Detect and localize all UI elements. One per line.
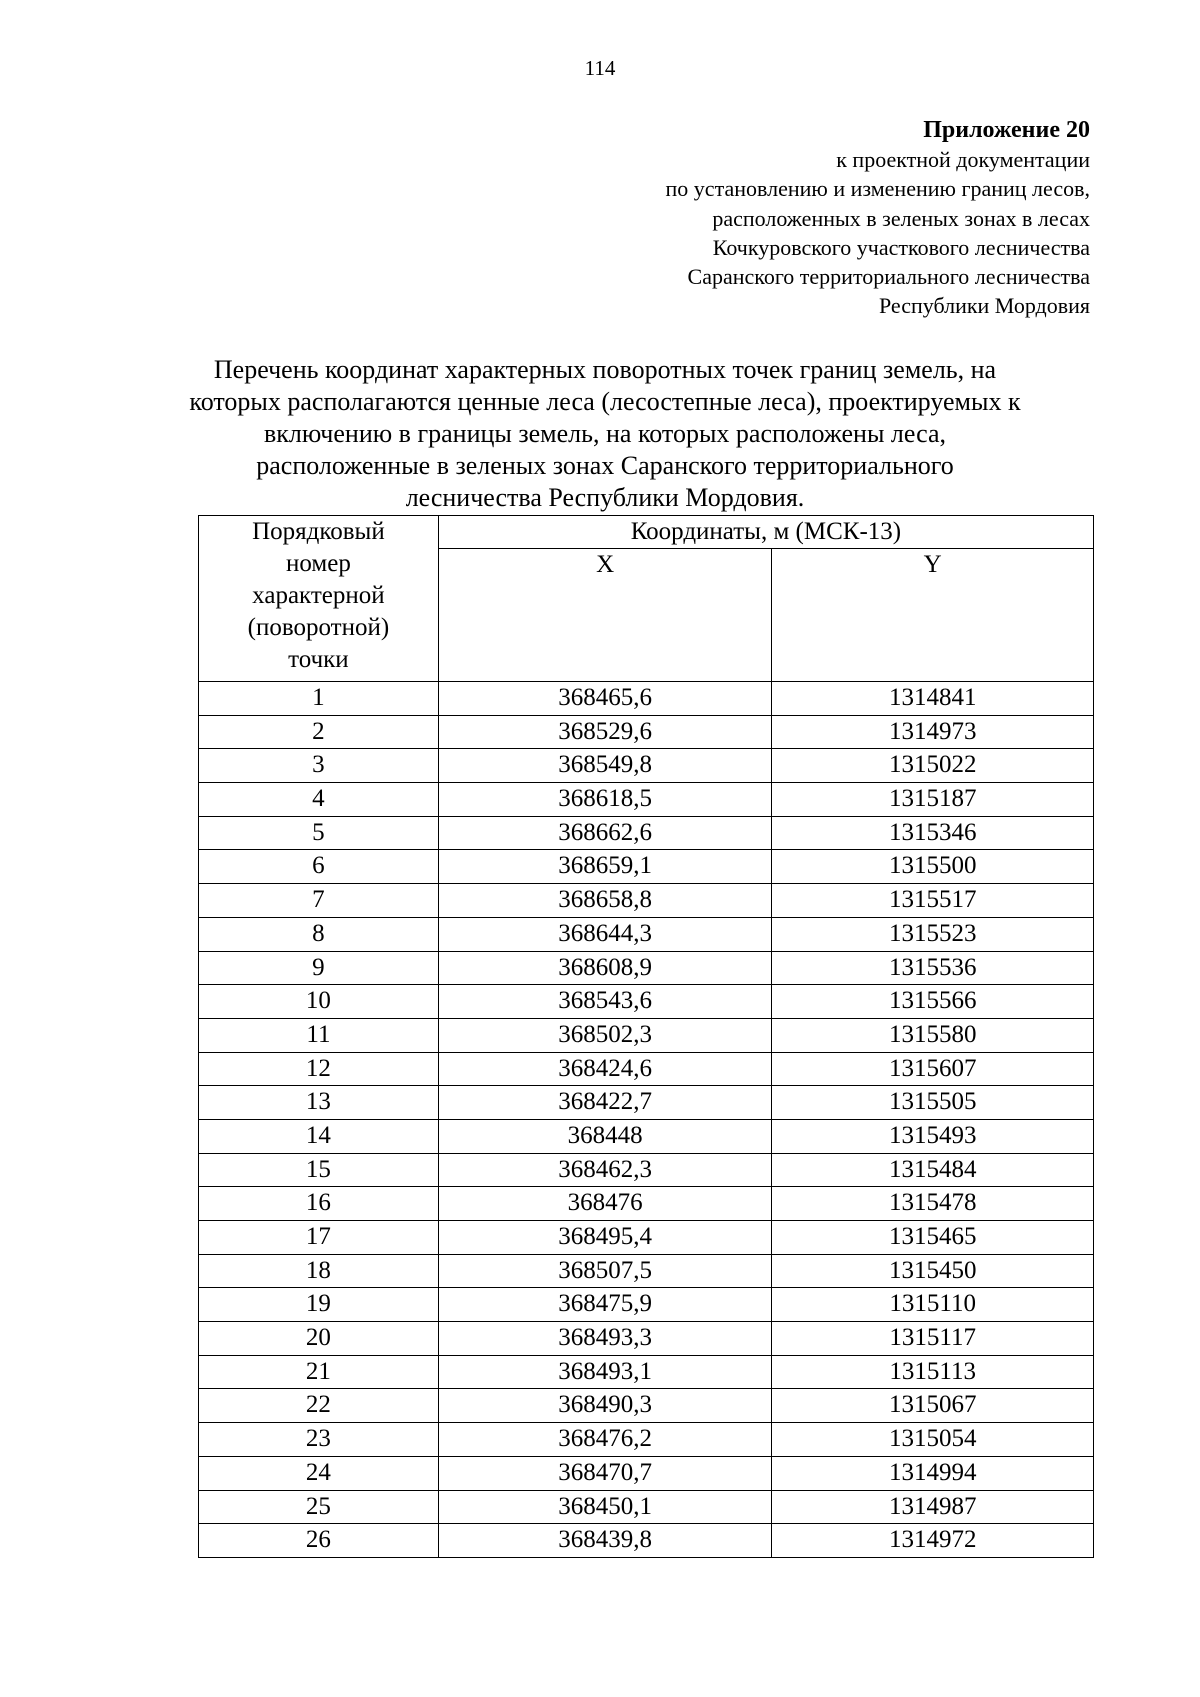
cell-x: 368495,4	[438, 1221, 772, 1255]
cell-point-number: 22	[199, 1389, 439, 1423]
cell-x: 368493,1	[438, 1355, 772, 1389]
appendix-line: Саранского территориального лесничества	[687, 264, 1090, 290]
cell-x: 368493,3	[438, 1322, 772, 1356]
table-row	[199, 1490, 1094, 1524]
cell-y: 1314973	[772, 715, 1094, 749]
table-row	[199, 850, 1094, 884]
appendix-line: по установлению и изменению границ лесов,	[665, 176, 1090, 202]
cell-point-number: 25	[199, 1490, 439, 1524]
cell-y: 1315536	[772, 951, 1094, 985]
cell-point-number: 5	[199, 816, 439, 850]
header-number-line: Порядковый	[252, 518, 385, 545]
cell-y: 1315500	[772, 850, 1094, 884]
table-row	[199, 1322, 1094, 1356]
cell-y: 1315465	[772, 1221, 1094, 1255]
cell-point-number: 7	[199, 884, 439, 918]
cell-x: 368658,8	[438, 884, 772, 918]
cell-y: 1315505	[772, 1086, 1094, 1120]
table-row	[199, 884, 1094, 918]
cell-x: 368529,6	[438, 715, 772, 749]
header-number-line: характерной	[252, 582, 385, 609]
title-line: Перечень координат характерных поворотных точек границ земель, на	[213, 355, 997, 384]
cell-x: 368644,3	[438, 917, 772, 951]
cell-x: 368549,8	[438, 749, 772, 783]
document-title	[150, 354, 1060, 514]
cell-y: 1315022	[772, 749, 1094, 783]
cell-x: 368462,3	[438, 1153, 772, 1187]
header-number-line: точки	[288, 646, 349, 673]
table-row	[199, 1119, 1094, 1153]
cell-point-number: 21	[199, 1355, 439, 1389]
cell-point-number: 4	[199, 783, 439, 817]
table-row	[199, 1086, 1094, 1120]
cell-point-number: 15	[199, 1153, 439, 1187]
cell-point-number: 14	[199, 1119, 439, 1153]
cell-y: 1315580	[772, 1018, 1094, 1052]
cell-x: 368543,6	[438, 985, 772, 1019]
cell-x: 368422,7	[438, 1086, 772, 1120]
cell-y: 1315187	[772, 783, 1094, 817]
cell-point-number: 3	[199, 749, 439, 783]
cell-x: 368448	[438, 1119, 772, 1153]
cell-x: 368470,7	[438, 1456, 772, 1490]
cell-y: 1315117	[772, 1322, 1094, 1356]
table-row	[199, 985, 1094, 1019]
cell-y: 1315493	[772, 1119, 1094, 1153]
cell-point-number: 19	[199, 1288, 439, 1322]
cell-x: 368608,9	[438, 951, 772, 985]
title-line: включению в границы земель, на которых расположены леса,	[263, 419, 946, 448]
title-line: которых располагаются ценные леса (лесостепные леса), проектируемых к	[189, 387, 1021, 416]
cell-x: 368465,6	[438, 682, 772, 716]
table-row	[199, 1052, 1094, 1086]
table-row	[199, 816, 1094, 850]
cell-x: 368618,5	[438, 783, 772, 817]
table-row	[199, 783, 1094, 817]
cell-x: 368662,6	[438, 816, 772, 850]
table-row	[199, 1018, 1094, 1052]
cell-point-number: 1	[199, 682, 439, 716]
table-row	[199, 1524, 1094, 1558]
table-row	[199, 1456, 1094, 1490]
table-row	[199, 1288, 1094, 1322]
cell-point-number: 13	[199, 1086, 439, 1120]
cell-x: 368659,1	[438, 850, 772, 884]
appendix-line: расположенных в зеленых зонах в лесах	[712, 205, 1090, 231]
table-row	[199, 1389, 1094, 1423]
cell-y: 1314841	[772, 682, 1094, 716]
table-row	[199, 1221, 1094, 1255]
cell-point-number: 9	[199, 951, 439, 985]
table-row	[199, 1423, 1094, 1457]
cell-point-number: 11	[199, 1018, 439, 1052]
cell-y: 1314987	[772, 1490, 1094, 1524]
cell-point-number: 23	[199, 1423, 439, 1457]
cell-y: 1315067	[772, 1389, 1094, 1423]
cell-y: 1315450	[772, 1254, 1094, 1288]
table-row	[199, 917, 1094, 951]
cell-x: 368507,5	[438, 1254, 772, 1288]
header-point-number	[199, 516, 439, 682]
cell-x: 368490,3	[438, 1389, 772, 1423]
cell-x: 368424,6	[438, 1052, 772, 1086]
cell-point-number: 10	[199, 985, 439, 1019]
cell-y: 1315113	[772, 1355, 1094, 1389]
appendix-line: Республики Мордовия	[878, 293, 1090, 319]
title-line: лесничества Республики Мордовия.	[405, 483, 805, 512]
cell-point-number: 20	[199, 1322, 439, 1356]
cell-x: 368475,9	[438, 1288, 772, 1322]
table-row	[199, 1355, 1094, 1389]
cell-y: 1315346	[772, 816, 1094, 850]
appendix-line: к проектной документации	[836, 147, 1090, 173]
cell-x: 368439,8	[438, 1524, 772, 1558]
cell-point-number: 6	[199, 850, 439, 884]
cell-x: 368476,2	[438, 1423, 772, 1457]
cell-y: 1314972	[772, 1524, 1094, 1558]
table-row	[199, 1153, 1094, 1187]
appendix-header	[390, 116, 1090, 320]
table-row	[199, 749, 1094, 783]
cell-point-number: 18	[199, 1254, 439, 1288]
appendix-line: Кочкуровского участкового лесничества	[712, 234, 1090, 260]
cell-x: 368502,3	[438, 1018, 772, 1052]
cell-y: 1315478	[772, 1187, 1094, 1221]
table-row	[199, 1254, 1094, 1288]
table-row	[199, 1187, 1094, 1221]
page-number: 114	[584, 56, 616, 80]
cell-y: 1314994	[772, 1456, 1094, 1490]
cell-point-number: 26	[199, 1524, 439, 1558]
cell-point-number: 24	[199, 1456, 439, 1490]
cell-y: 1315054	[772, 1423, 1094, 1457]
table-row	[199, 951, 1094, 985]
cell-x: 368450,1	[438, 1490, 772, 1524]
title-line: расположенные в зеленых зонах Саранского территориального	[256, 451, 954, 480]
table-row	[199, 682, 1094, 716]
cell-y: 1315607	[772, 1052, 1094, 1086]
cell-x: 368476	[438, 1187, 772, 1221]
cell-point-number: 16	[199, 1187, 439, 1221]
cell-point-number: 17	[199, 1221, 439, 1255]
cell-y: 1315517	[772, 884, 1094, 918]
header-y: Y	[772, 549, 1094, 682]
cell-point-number: 8	[199, 917, 439, 951]
cell-y: 1315566	[772, 985, 1094, 1019]
cell-y: 1315484	[772, 1153, 1094, 1187]
cell-point-number: 2	[199, 715, 439, 749]
cell-y: 1315523	[772, 917, 1094, 951]
appendix-heading: Приложение 20	[923, 117, 1090, 143]
table-row	[199, 715, 1094, 749]
header-x: X	[438, 549, 772, 682]
cell-y: 1315110	[772, 1288, 1094, 1322]
header-number-line: номер	[286, 550, 351, 577]
coordinates-table	[198, 515, 1094, 1558]
cell-point-number: 12	[199, 1052, 439, 1086]
header-number-line: (поворотной)	[247, 614, 390, 641]
header-coordinates: Координаты, м (МСК-13)	[438, 516, 1093, 549]
